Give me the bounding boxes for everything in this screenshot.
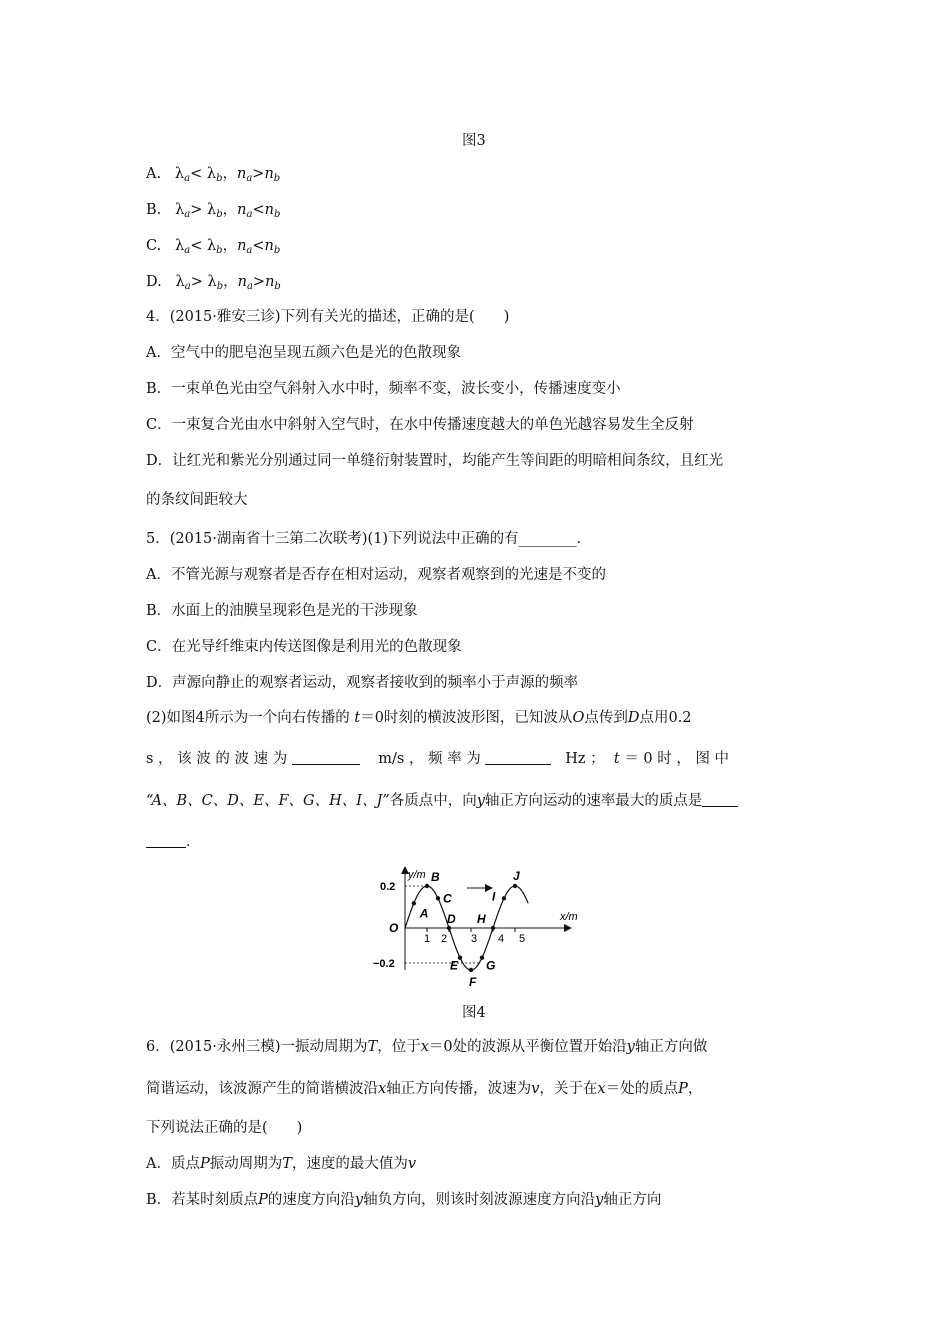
q3-option-d: D. $\lambda_a> \lambda_b$，$n_a>n_b$ [146,274,281,292]
particle-C-label: C [443,891,452,906]
answer-blank-part2[interactable] [146,833,186,848]
y-axis-label: y/m [408,869,426,881]
q4-option-a: A．空气中的肥皂泡呈现五颜六色是光的色散现象 [146,345,461,361]
particle-C-dot [436,896,440,900]
q5-option-a: A．不管光源与观察者是否存在相对运动，观察者观察到的光速是不变的 [146,567,606,583]
particle-J-label: J [513,869,520,883]
particle-G-dot [480,955,484,959]
q6-option-a: A．质点P振动周期为T，速度的最大值为v [146,1156,417,1172]
x-axis-label: x/m [560,911,578,923]
particle-B-dot [425,884,429,888]
y-tick-neg0.2: −0.2 [373,958,395,970]
particle-I-label: I [492,889,496,904]
q4-option-c: C．一束复合光由水中斜射入空气时，在水中传播速度越大的单色光越容易发生全反射 [146,417,694,433]
q4-option-b: B．一束单色光由空气斜射入水中时，频率不变，波长变小，传播速度变小 [146,381,621,397]
speed-blank[interactable] [292,750,360,765]
x-tick-1: 1 [424,933,431,945]
figure-3-caption: 图3 [462,133,486,149]
x-tick-4: 4 [498,933,505,945]
y-tick-0.2: 0.2 [380,881,396,893]
particles [412,869,520,989]
q3-option-c: C. $\lambda_a< \lambda_b$，$n_a<n_b$ [146,238,281,256]
particle-B-label: B [431,870,440,884]
particle-F-label: F [469,975,477,989]
q5-option-c: C．在光导纤维束内传送图像是利用光的色散现象 [146,639,462,655]
q5-stem: 5．(2015·湖南省十三第二次联考)(1)下列说法中正确的有________． [146,531,592,547]
q6-line1: 6．(2015·永州三模)一振动周期为T，位于x＝0处的波源从平衡位置开始沿y轴正方向做 [146,1039,708,1055]
q5-part2-line1: (2)如图4所示为一个向右传播的 t＝0时刻的横波波形图，已知波从O点传到D点用0.2 [146,710,692,726]
q3-option-a: A. $\lambda_a< \lambda_b$，$n_a>n_b$ [146,166,281,184]
q4-option-d: D．让红光和紫光分别通过同一单缝衍射装置时，均能产生等间距的明暗相间条纹，且红光 [146,453,724,469]
q5-part2-line2: s ， 该 波 的 波 速 为 m/s ， 频 率 为 Hz ； t ＝ 0 时 ， 图 中 [146,751,730,767]
origin-label: O [389,921,399,935]
q4-option-d-cont: 的条纹间距较大 [146,492,248,508]
particle-A-label: A [419,906,429,921]
q4-stem: 4．(2015·雅安三诊)下列有关光的描述，正确的是( ) [146,309,510,325]
wave-graph [365,860,580,989]
particle-D-label: D [447,912,456,926]
particle-A-dot [412,901,416,905]
particle-G-label: G [486,958,496,973]
figure-4-caption: 图4 [462,1005,486,1021]
particle-D-dot [447,926,451,930]
particle-E-dot [458,955,462,959]
frequency-blank[interactable] [485,750,551,765]
x-tick-3: 3 [471,933,478,945]
q5-option-b: B．水面上的油膜呈现彩色是光的干涉现象 [146,603,418,619]
x-tick-5: 5 [519,933,526,945]
q5-option-d: D．声源向静止的观察者运动，观察者接收到的频率小于声源的频率 [146,675,579,691]
particle-E-label: E [450,958,459,973]
q6-line3: 下列说法正确的是( ) [146,1120,303,1136]
x-ticks [424,928,525,945]
q5-part2-line4: ． [146,832,201,852]
particle-H-label: H [477,912,486,926]
particle-I-dot [502,896,506,900]
answer-blank-part1[interactable] [702,792,738,807]
q6-option-b: B．若某时刻质点P的速度方向沿y轴负方向，则该时刻波源速度方向沿y轴正方向 [146,1192,662,1208]
particle-F-dot [469,968,473,972]
q6-line2: 简谐运动，该波源产生的简谐横波沿x轴正方向传播，波速为v，关于在x＝处的质点P， [146,1081,703,1097]
x-tick-2: 2 [441,933,448,945]
particle-J-dot [513,884,517,888]
q3-option-b: B. $\lambda_a> \lambda_b$，$n_a<n_b$ [146,202,281,220]
particle-H-dot [491,926,495,930]
q5-part2-line3: “A、B、C、D、E、F、G、H、I、J”各质点中，向y轴正方向运动的速率最大的质点是 [146,791,738,811]
